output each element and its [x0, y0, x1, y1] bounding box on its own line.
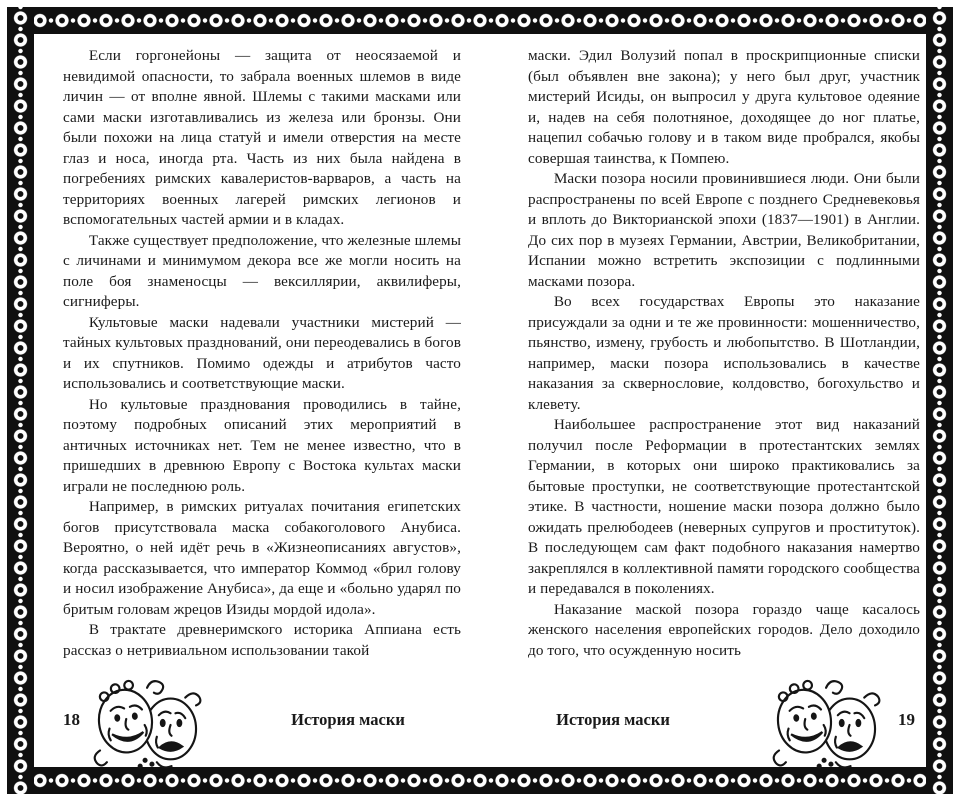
paragraph: Например, в римских ритуалах почитания египетских богов присутствовала маска собакоголового Анубиса. Вероятно, о ней идёт речь в «Жизнеописаниях августов», когда рассказывается, что император Коммод «брил голову и носил изображение Анубиса», да еще и «больно ударял по бритым головам жрецов Изиды мордой идола».	[63, 498, 461, 618]
paragraph: Во всех государствах Европы это наказание присуждали за одни и те же провинности: мошенничество, пьянство, измену, грубость и любопытство. В Шотландии, например, маски позора использовались в качестве наказания за сквернословие, колдовство, богохульство и клевету.	[528, 293, 920, 413]
theatrical-masks-icon	[762, 676, 894, 774]
decorative-border-top	[7, 7, 953, 34]
paragraph: Культовые маски надевали участники мистерий — тайных культовых празднований, они переодевались в богов и их спутников. Помимо одежды и атрибутов часто использовались и соответствующие маски.	[63, 313, 461, 392]
page-right	[528, 46, 920, 781]
paragraph: маски. Эдил Волузий попал в проскрипционные списки (был объявлен вне закона); у него был друг, участник мистерий Исиды, он выпросил у друга культовое одеяние и, надев на себя полотняное, доходящее до ног платье, нацепил собачью голову и в таком виде пробрался, якобы совершая таинства, к Помпею.	[528, 47, 920, 167]
paragraph: Также существует предположение, что железные шлемы с личинами и минимумом декора все же могли носить на поле боя знаменосцы — вексиллярии, аквилиферы, сигниферы.	[63, 231, 461, 310]
paragraph: Если горгонейоны — защита от неосязаемой и невидимой опасности, то забрала военных шлемов в виде личин — от вполне явной. Шлемы с такими масками или сами маски изготавливались из железа или бронзы. Они были похожи на лица статуй и имели отверстия на месте глаз и носа, иногда рта. Часть из них была найдена в погребениях римских кавалеристов-варваров, а часть на территориях военных лагерей римских легионов и вспомогательных частей армии и в кладах.	[63, 47, 461, 228]
right-page-text	[528, 46, 920, 698]
paragraph: Маски позора носили провинившиеся люди. Они были распространены по всей Европе с позднего Средневековья и вплоть до Викторианской эпохи (1837—1901) в Англии. До сих пор в музеях Германии, Австрии, Великобритании, Испании можно встретить экспозиции с подлинными масками позора.	[528, 170, 920, 290]
left-page-text	[63, 46, 461, 698]
paragraph: Наибольшее распространение этот вид наказаний получил после Реформации в протестантских землях Германии, в которых они широко практиковались за бытовые проступки, не соответствующие протестантской этике. В частности, ношение маски позора должно было ожидать прелюбодеев (неверных супругов и проституток). В последующем сам факт подобного наказания намертво закреплялся в коллективной памяти городского сообщества и передавался в поколениях.	[528, 416, 920, 597]
page-left	[63, 46, 461, 781]
theatrical-masks-icon	[83, 676, 215, 774]
paragraph: Но культовые празднования проводились в тайне, поэтому подробных описаний этих мероприятий в античных источниках нет. Тем не менее известно, что в пришедших в древнюю Европу с Востока культах маски играли не последнюю роль.	[63, 395, 461, 495]
decorative-border-right	[926, 7, 953, 794]
page-number-left: 18	[63, 710, 80, 729]
paragraph: В трактате древнеримского историка Аппиана есть рассказ о нетривиальном использовании такой	[63, 621, 461, 659]
page-number-right: 19	[898, 710, 915, 729]
running-title-left: История маски	[291, 710, 405, 729]
running-title-right: История маски	[556, 710, 670, 729]
decorative-border-left	[7, 7, 34, 794]
paragraph: Наказание маской позора гораздо чаще касалось женского населения европейских городов. Дело доходило до того, что осужденную носить	[528, 600, 920, 659]
